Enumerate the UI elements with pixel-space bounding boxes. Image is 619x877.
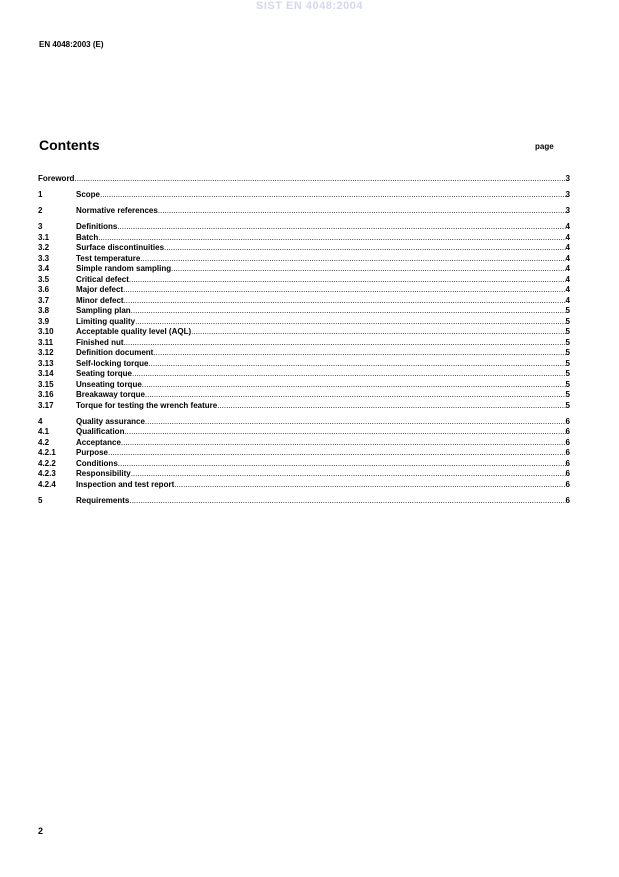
toc-entry-title: Acceptance: [76, 437, 121, 447]
toc-entry-title: Definitions: [76, 222, 118, 231]
toc-entry-page: 4: [565, 295, 570, 305]
toc-entry-number: 4: [38, 416, 43, 426]
toc-entry-page: 6: [565, 469, 570, 478]
toc-dot-leader: [131, 306, 566, 317]
toc-entry[interactable]: [38, 469, 570, 480]
toc-entry[interactable]: [38, 222, 570, 233]
toc-dot-leader: [135, 317, 565, 328]
toc-entry-title: Conditions: [76, 458, 118, 468]
toc-dot-leader: [217, 401, 565, 412]
toc-entry-number: 3.13: [38, 358, 54, 368]
toc-entry[interactable]: [38, 275, 570, 286]
toc-dot-leader: [148, 359, 565, 370]
toc-entry-page: 6: [565, 479, 570, 489]
toc-dot-leader: [129, 496, 565, 507]
watermark: SIST EN 4048:2004: [256, 0, 363, 12]
toc-entry-page: 3: [565, 190, 570, 199]
toc-entry-title: Purpose: [76, 448, 109, 457]
toc-entry-title: Sampling plan: [76, 306, 131, 315]
toc-entry-title: Batch: [76, 232, 99, 242]
toc-entry-page: 6: [565, 416, 570, 426]
toc-dot-leader: [132, 369, 566, 380]
toc-entry-title: Seating torque: [76, 369, 133, 378]
toc-entry-page: 4: [565, 232, 570, 242]
toc-entry[interactable]: [38, 496, 570, 507]
toc-entry-title: Breakaway torque: [76, 390, 145, 399]
toc-entry-title: Finished nut: [76, 337, 124, 347]
toc-entry-number: 3.8: [38, 306, 50, 315]
toc-entry-page: 6: [565, 495, 570, 505]
contents-title: Contents: [39, 137, 100, 153]
toc-entry-page: 5: [565, 316, 570, 326]
toc-entry[interactable]: [38, 390, 570, 401]
toc-entry[interactable]: [38, 317, 570, 328]
toc-entry-page: 5: [565, 390, 570, 399]
toc-entry-title: Inspection and test report: [76, 479, 175, 489]
toc-dot-leader: [117, 222, 565, 233]
toc-dot-leader: [140, 254, 565, 265]
toc-entry[interactable]: [38, 369, 570, 380]
toc-entry-number: 3.16: [38, 390, 54, 399]
toc-entry-title: Torque for testing the wrench feature: [76, 400, 218, 410]
toc-entry[interactable]: [38, 254, 570, 265]
toc-entry[interactable]: [38, 338, 570, 349]
toc-dot-leader: [121, 438, 566, 449]
toc-entry-number: 3.6: [38, 285, 50, 294]
toc-entry-number: 3.9: [38, 316, 50, 326]
toc-entry[interactable]: [38, 174, 570, 185]
toc-entry[interactable]: [38, 359, 570, 370]
toc-entry-page: 6: [565, 448, 570, 457]
toc-dot-leader: [108, 448, 566, 459]
toc-entry-title: Acceptable quality level (AQL): [76, 327, 192, 336]
toc-entry[interactable]: [38, 233, 570, 244]
toc-entry-page: 3: [565, 206, 570, 215]
toc-entry-page: 6: [565, 427, 570, 436]
toc-entry-page: 5: [565, 358, 570, 368]
toc-entry-page: 5: [565, 348, 570, 357]
toc-entry-title: Critical defect: [76, 274, 129, 284]
toc-dot-leader: [142, 380, 566, 391]
toc-entry[interactable]: [38, 306, 570, 317]
toc-entry-title: Unseating torque: [76, 379, 142, 389]
toc-entry-page: 4: [565, 264, 570, 273]
page-column-label: page: [535, 142, 554, 151]
toc-entry-page: 5: [565, 379, 570, 389]
toc-entry-title: Normative references: [76, 206, 158, 215]
toc-entry-title: Qualification: [76, 427, 125, 436]
toc-entry-number: 4.2.2: [38, 458, 56, 468]
toc-entry-number: 3.10: [38, 327, 54, 336]
toc-entry-page: 4: [565, 285, 570, 294]
toc-entry-number: 3.17: [38, 400, 54, 410]
toc-entry[interactable]: [38, 190, 570, 201]
toc-entry[interactable]: [38, 417, 570, 428]
toc-entry-page: 5: [565, 369, 570, 378]
toc-entry-title: Requirements: [76, 495, 130, 505]
toc-dot-leader: [129, 275, 566, 286]
toc-entry-page: 4: [565, 222, 570, 231]
toc-entry[interactable]: [38, 327, 570, 338]
table-of-contents: [38, 174, 570, 506]
toc-entry-number: 4.2.4: [38, 479, 56, 489]
toc-entry[interactable]: [38, 296, 570, 307]
toc-dot-leader: [153, 348, 565, 359]
toc-entry-title: Quality assurance: [76, 416, 145, 426]
toc-entry-title: Surface discontinuities: [76, 243, 165, 252]
toc-dot-leader: [131, 469, 566, 480]
toc-entry-title: Foreword: [38, 174, 75, 183]
toc-entry-page: 4: [565, 253, 570, 263]
toc-entry[interactable]: [38, 380, 570, 391]
toc-entry-page: 5: [565, 400, 570, 410]
toc-entry[interactable]: [38, 448, 570, 459]
toc-entry-number: 3.12: [38, 348, 54, 357]
toc-dot-leader: [191, 327, 565, 338]
toc-entry-title: Major defect: [76, 285, 124, 294]
toc-entry-title: Scope: [76, 190, 101, 199]
toc-entry[interactable]: [38, 285, 570, 296]
toc-entry[interactable]: [38, 264, 570, 275]
toc-entry[interactable]: [38, 480, 570, 491]
toc-entry-page: 5: [565, 337, 570, 347]
toc-dot-leader: [100, 190, 566, 201]
toc-entry-number: 3.3: [38, 253, 50, 263]
toc-entry-number: 3.11: [38, 337, 54, 347]
toc-dot-leader: [171, 264, 565, 275]
toc-entry-number: 3.2: [38, 243, 50, 252]
toc-dot-leader: [124, 427, 565, 438]
toc-entry[interactable]: [38, 459, 570, 470]
toc-dot-leader: [118, 459, 566, 470]
toc-entry-page: 6: [565, 437, 570, 447]
toc-entry-number: 4.2: [38, 437, 50, 447]
toc-entry[interactable]: [38, 206, 570, 217]
toc-dot-leader: [158, 206, 566, 217]
toc-dot-leader: [124, 296, 566, 307]
toc-entry-number: 3.15: [38, 379, 54, 389]
toc-entry-number: 4.2.1: [38, 448, 56, 457]
toc-dot-leader: [145, 390, 566, 401]
toc-entry-title: Test temperature: [76, 253, 141, 263]
toc-entry-title: Limiting quality: [76, 316, 136, 326]
toc-dot-leader: [145, 417, 566, 428]
toc-dot-leader: [74, 174, 565, 185]
toc-entry-page: 3: [565, 174, 570, 183]
toc-entry[interactable]: [38, 348, 570, 359]
toc-entry-number: 4.1: [38, 427, 50, 436]
toc-dot-leader: [124, 338, 566, 349]
toc-entry-number: 4.2.3: [38, 469, 56, 478]
toc-entry-number: 3.7: [38, 295, 50, 305]
document-id: EN 4048:2003 (E): [39, 40, 104, 49]
toc-entry-title: Definition document: [76, 348, 154, 357]
toc-entry-title: Simple random sampling: [76, 264, 172, 273]
page-number: 2: [38, 826, 44, 836]
toc-entry-title: Self-locking torque: [76, 358, 149, 368]
toc-entry-number: 3.14: [38, 369, 54, 378]
toc-dot-leader: [123, 285, 565, 296]
toc-entry-number: 3.5: [38, 274, 50, 284]
toc-entry-page: 6: [565, 458, 570, 468]
toc-entry[interactable]: [38, 438, 570, 449]
toc-entry[interactable]: [38, 427, 570, 438]
toc-entry-title: Responsibility: [76, 469, 131, 478]
toc-entry-number: 1: [38, 190, 43, 199]
toc-entry-page: 5: [565, 306, 570, 315]
toc-entry-page: 4: [565, 274, 570, 284]
toc-entry-number: 3.4: [38, 264, 50, 273]
toc-entry-number: 3: [38, 222, 43, 231]
toc-dot-leader: [98, 233, 565, 244]
toc-entry-title: Minor defect: [76, 295, 124, 305]
toc-dot-leader: [164, 243, 566, 254]
toc-entry-page: 5: [565, 327, 570, 336]
toc-entry-number: 3.1: [38, 232, 50, 242]
toc-entry-number: 5: [38, 495, 43, 505]
toc-entry-number: 2: [38, 206, 43, 215]
toc-entry-page: 4: [565, 243, 570, 252]
toc-dot-leader: [174, 480, 565, 491]
toc-entry[interactable]: [38, 401, 570, 412]
toc-entry[interactable]: [38, 243, 570, 254]
